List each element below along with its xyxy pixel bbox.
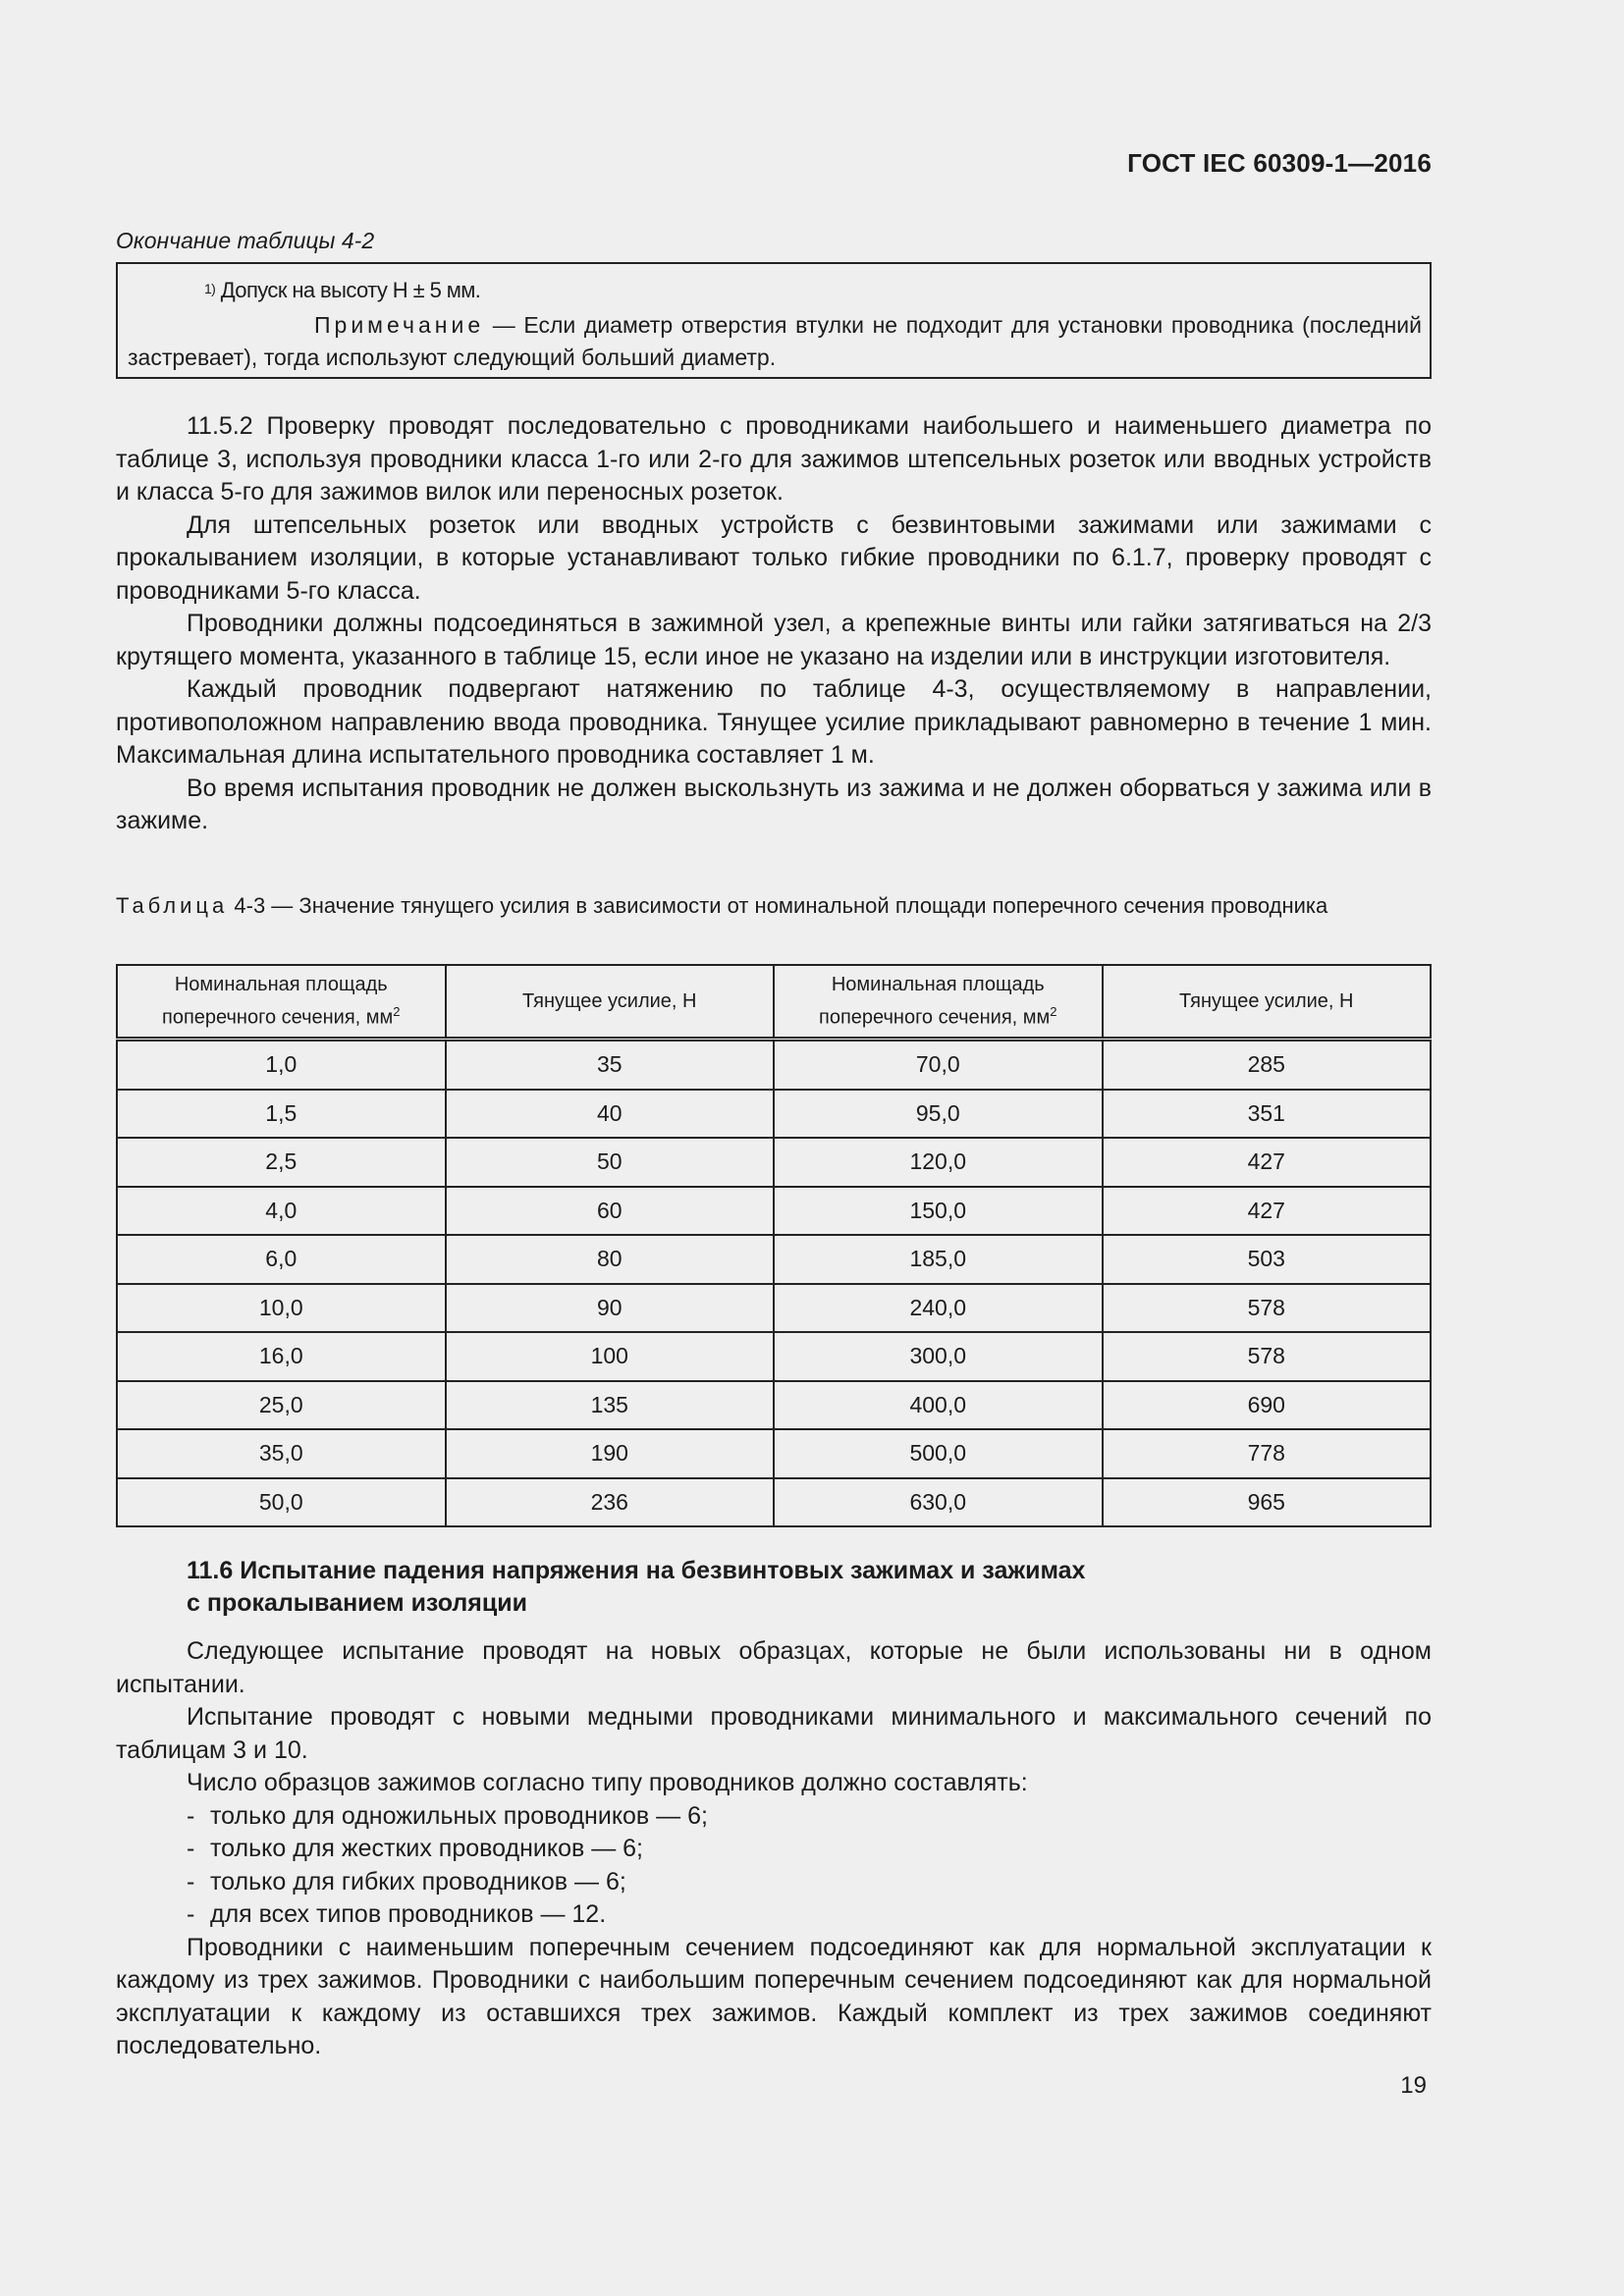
table-cell: 500,0: [774, 1429, 1103, 1478]
list-item: [116, 1833, 1432, 1866]
paragraph: Каждый проводник подвергают натяжению по таблице 4-3, осуществляемому в направлении, противоположном направлению ввода проводника. Тянущее усилие прикладывают равномерно в течение 1 мин. Максимальная длина испытательного проводника составляет 1 м.: [116, 675, 1432, 769]
table-cell: 427: [1103, 1138, 1431, 1187]
table-cell: 427: [1103, 1187, 1431, 1236]
table-cell: 70,0: [774, 1040, 1103, 1090]
list-bullet: -: [187, 1900, 195, 1928]
column-header: Номинальная площадь поперечного сечения, $мм^2$: [117, 965, 446, 1040]
paragraph: Испытание проводят с новыми медными проводниками минимального и максимального сечений по таблицам 3 и 10.: [116, 1703, 1432, 1764]
table-cell: 351: [1103, 1090, 1431, 1139]
table-caption: [116, 891, 1432, 920]
document-header-id: ГОСТ IEC 60309-1—2016: [1127, 148, 1432, 178]
table-cell: 300,0: [774, 1332, 1103, 1381]
table-cell: 236: [446, 1478, 774, 1527]
section-heading: [187, 1555, 1085, 1620]
section-heading-line: с прокалыванием изоляции: [187, 1589, 527, 1617]
table-cell: 4,0: [117, 1187, 446, 1236]
table-cell: 503: [1103, 1235, 1431, 1284]
paragraph: 11.5.2 Проверку проводят последовательно с проводниками наибольшего и наименьшего диаметра по таблице 3, используя проводники класса 1-го или 2-го для зажимов штепсельных розеток или вводных устройств и класса 5-го для зажимов вилок или переносных розеток.: [116, 412, 1432, 506]
table-cell: 1,5: [117, 1090, 446, 1139]
list-item-text: для всех типов проводников — 12.: [210, 1900, 607, 1928]
table-cell: 120,0: [774, 1138, 1103, 1187]
section-heading-line: 11.6 Испытание падения напряжения на безвинтовых зажимах и зажимах: [187, 1557, 1086, 1584]
list-item-text: только для одножильных проводников — 6;: [210, 1801, 708, 1830]
note-text-block: [128, 309, 1422, 374]
note-label: Примечание: [314, 312, 485, 338]
table-cell: 400,0: [774, 1381, 1103, 1430]
paragraph: Число образцов зажимов согласно типу проводников должно составлять:: [187, 1769, 1028, 1796]
table-cell: 60: [446, 1187, 774, 1236]
paragraph: Проводники с наименьшим поперечным сечением подсоединяют как для нормальной эксплуатации к каждому из трех зажимов. Проводники с наибольшим поперечным сечением подсоединяют как для нормальной эксплуатации к каждому из оставшихся трех зажимов. Каждый комплект из трех зажимов соединяют последовательно.: [116, 1933, 1432, 2059]
list-bullet: -: [187, 1867, 195, 1896]
table-row: [117, 1040, 1431, 1090]
table-row: [117, 1284, 1431, 1333]
note-body: — Если диаметр отверстия втулки не подходит для установки проводника (последний застревает), тогда используют следующий больший диаметр.: [128, 312, 1422, 370]
table-cell: 778: [1103, 1429, 1431, 1478]
table-row: [117, 1235, 1431, 1284]
table-row: [117, 1090, 1431, 1139]
table-cell: 185,0: [774, 1235, 1103, 1284]
table-cell: 40: [446, 1090, 774, 1139]
table-cell: 100: [446, 1332, 774, 1381]
list-item: [116, 1800, 1432, 1834]
column-header: Тянущее усилие, Н: [1103, 965, 1431, 1040]
table-note-box: [116, 262, 1432, 379]
table-cell: 965: [1103, 1478, 1431, 1527]
table-row: [117, 1187, 1431, 1236]
paragraph: Следующее испытание проводят на новых образцах, которые не были использованы ни в одном испытании.: [116, 1637, 1432, 1698]
table-cell: 90: [446, 1284, 774, 1333]
table-caption-label: Таблица: [116, 893, 229, 918]
table-cell: 285: [1103, 1040, 1431, 1090]
table-row: [117, 1429, 1431, 1478]
table-cell: 50,0: [117, 1478, 446, 1527]
list-item-text: только для жестких проводников — 6;: [210, 1835, 643, 1862]
list-bullet: -: [187, 1801, 195, 1830]
table-cell: 35: [446, 1040, 774, 1090]
table-continuation-caption: Окончание таблицы 4-2: [116, 228, 375, 253]
list-item: [116, 1866, 1432, 1899]
column-header: Тянущее усилие, Н: [446, 965, 774, 1040]
table-cell: 25,0: [117, 1381, 446, 1430]
table-cell: 150,0: [774, 1187, 1103, 1236]
table-row: [117, 1381, 1431, 1430]
table-cell: 35,0: [117, 1429, 446, 1478]
table-header-row: [117, 965, 1431, 1040]
table-cell: 578: [1103, 1332, 1431, 1381]
table-caption-text: 4-3 — Значение тянущего усилия в зависимости от номинальной площади поперечного сечения проводника: [228, 893, 1328, 918]
table-row: [117, 1138, 1431, 1187]
table-cell: 95,0: [774, 1090, 1103, 1139]
table-cell: 578: [1103, 1284, 1431, 1333]
footnote: [204, 274, 480, 309]
column-header: Номинальная площадь поперечного сечения, $мм^2$: [774, 965, 1103, 1040]
table-cell: 240,0: [774, 1284, 1103, 1333]
table-cell: 6,0: [117, 1235, 446, 1284]
table-cell: 190: [446, 1429, 774, 1478]
pull-force-table: [116, 964, 1432, 1527]
table-cell: 10,0: [117, 1284, 446, 1333]
table-cell: 690: [1103, 1381, 1431, 1430]
paragraph: Во время испытания проводник не должен выскользнуть из зажима и не должен оборваться у зажима или в зажиме.: [116, 774, 1432, 834]
table-cell: 16,0: [117, 1332, 446, 1381]
footnote-text: Допуск на высоту H ± 5 мм.: [220, 278, 481, 302]
page-number: 19: [1400, 2072, 1427, 2099]
table-cell: 135: [446, 1381, 774, 1430]
table-cell: 2,5: [117, 1138, 446, 1187]
list-item-text: только для гибких проводников — 6;: [210, 1867, 626, 1896]
paragraph: Проводники должны подсоединяться в зажимной узел, а крепежные винты или гайки затягиваться на 2/3 крутящего момента, указанного в таблице 15, если иное не указано на изделии или в инструкции изготовителя.: [116, 610, 1432, 670]
table-row: [117, 1332, 1431, 1381]
body-paragraphs-2: [116, 1635, 1432, 2063]
paragraph: Для штепсельных розеток или вводных устройств с безвинтовыми зажимами или зажимами с прокалыванием изоляции, в которые устанавливают только гибкие проводники по 6.1.7, проверку проводят с проводниками 5-го класса.: [116, 510, 1432, 605]
footnote-mark: 1): [204, 281, 216, 296]
table-row: [117, 1478, 1431, 1527]
body-paragraphs-1: [116, 410, 1432, 838]
table-cell: 630,0: [774, 1478, 1103, 1527]
list-item: [116, 1898, 1432, 1932]
table-cell: 1,0: [117, 1040, 446, 1090]
table-cell: 50: [446, 1138, 774, 1187]
table-cell: 80: [446, 1235, 774, 1284]
list-bullet: -: [187, 1835, 195, 1862]
